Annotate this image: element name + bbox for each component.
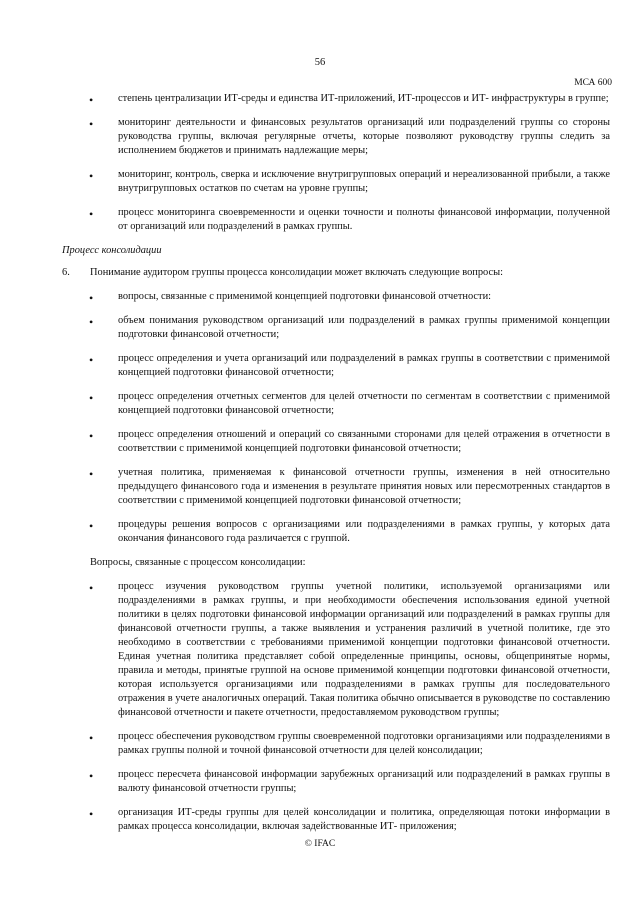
list-item: • учетная политика, применяемая к финансовой отчетности группы, изменения в ней относительно предыдущего финансового года и изменения в результате принятия новых или пересмотренных стандартов в соответствии с применимой концепцией подготовки финансовой отчетности; xyxy=(62,466,610,508)
numbered-paragraph xyxy=(62,266,610,280)
list-item: • мониторинг деятельности и финансовых результатов организаций или подразделений группы со стороны руководства группы, включая регулярные отчеты, которые позволяют руководству группы следить за исполнением бюджетов и принимать надлежащие меры; xyxy=(62,116,610,158)
list-item: • процесс мониторинга своевременности и оценки точности и полноты финансовой информации, полученной от организаций или подразделений в рамках группы. xyxy=(62,206,610,234)
footer-copyright: © IFAC xyxy=(304,839,336,849)
list-item: • процесс определения отчетных сегментов для целей отчетности по сегментам в соответствии с применимой концепцией подготовки финансовой отчетности; xyxy=(62,390,610,418)
list-item: • степень централизации ИТ-среды и единства ИТ-приложений, ИТ-процессов и ИТ- инфраструктуры в группе; xyxy=(62,92,610,106)
list-item: • процесс определения отношений и операций со связанными сторонами для целей отражения в отчетности в соответствии с применимой концепцией подготовки финансовой отчетности; xyxy=(62,428,610,456)
page-content xyxy=(62,92,610,844)
list-item: • организация ИТ-среды группы для целей консолидации и политика, определяющая потоки информации в рамках процесса консолидации, включая задействованные ИТ- приложения; xyxy=(62,806,610,834)
list-item: • процесс обеспечения руководством группы своевременной подготовки организациями или подразделениями в рамках группы полной и точной финансовой отчетности для целей консолидации; xyxy=(62,730,610,758)
bullet-list-top xyxy=(62,92,610,234)
list-item: • процедуры решения вопросов с организациями или подразделениями в рамках группы, у которых дата окончания финансового года различается с группой. xyxy=(62,518,610,546)
page-number: 56 xyxy=(314,57,326,68)
standard-reference: МСА 600 xyxy=(574,78,612,88)
paragraph-text: Понимание аудитором группы процесса консолидации может включать следующие вопросы: xyxy=(90,267,503,278)
bullet-list-consolidation xyxy=(62,580,610,834)
list-item: • процесс изучения руководством группы учетной политики, используемой организациями или подразделениями в рамках группы, и при необходимости обеспечения использования единой учетной политики в целях подготовки финансовой информации организаций или подразделений в рамках группы для финансовой отчетности группы, а также выявления и устранения различий в учетной политике, где это необходимо в соответствии с требованиями применимой концепции подготовки финансовой отчетности. Единая учетная политика представляет собой определенные принципы, основы, общепринятые нормы, правила и методы, принятые группой на основе применимой концепции подготовки финансовой отчетности, которая используется организациями или подразделениями в рамках группы для последовательного отражения в учете аналогичных операций. Такая политика обычно описывается в руководстве по составлению финансовой отчетности и пакете отчетности, предоставляемом руководством группы; xyxy=(62,580,610,720)
bullet-list-item6 xyxy=(62,290,610,546)
list-item: • процесс определения и учета организаций или подразделений в рамках группы в соответствии с применимой концепцией подготовки финансовой отчетности; xyxy=(62,352,610,380)
section-heading: Процесс консолидации xyxy=(62,245,162,256)
list-item: • объем понимания руководством организаций или подразделений в рамках группы применимой концепции подготовки финансовой отчетности; xyxy=(62,314,610,342)
list-item: • мониторинг, контроль, сверка и исключение внутригрупповых операций и нереализованной прибыли, а также внутригрупповых остатков по счетам на уровне группы; xyxy=(62,168,610,196)
paragraph-number: 6. xyxy=(62,267,70,278)
list-item: • вопросы, связанные с применимой концепцией подготовки финансовой отчетности: xyxy=(62,290,610,304)
list-item: • процесс пересчета финансовой информации зарубежных организаций или подразделений в рамках группы в валюту финансовой отчетности группы; xyxy=(62,768,610,796)
consolidation-intro: Вопросы, связанные с процессом консолидации: xyxy=(90,557,306,568)
